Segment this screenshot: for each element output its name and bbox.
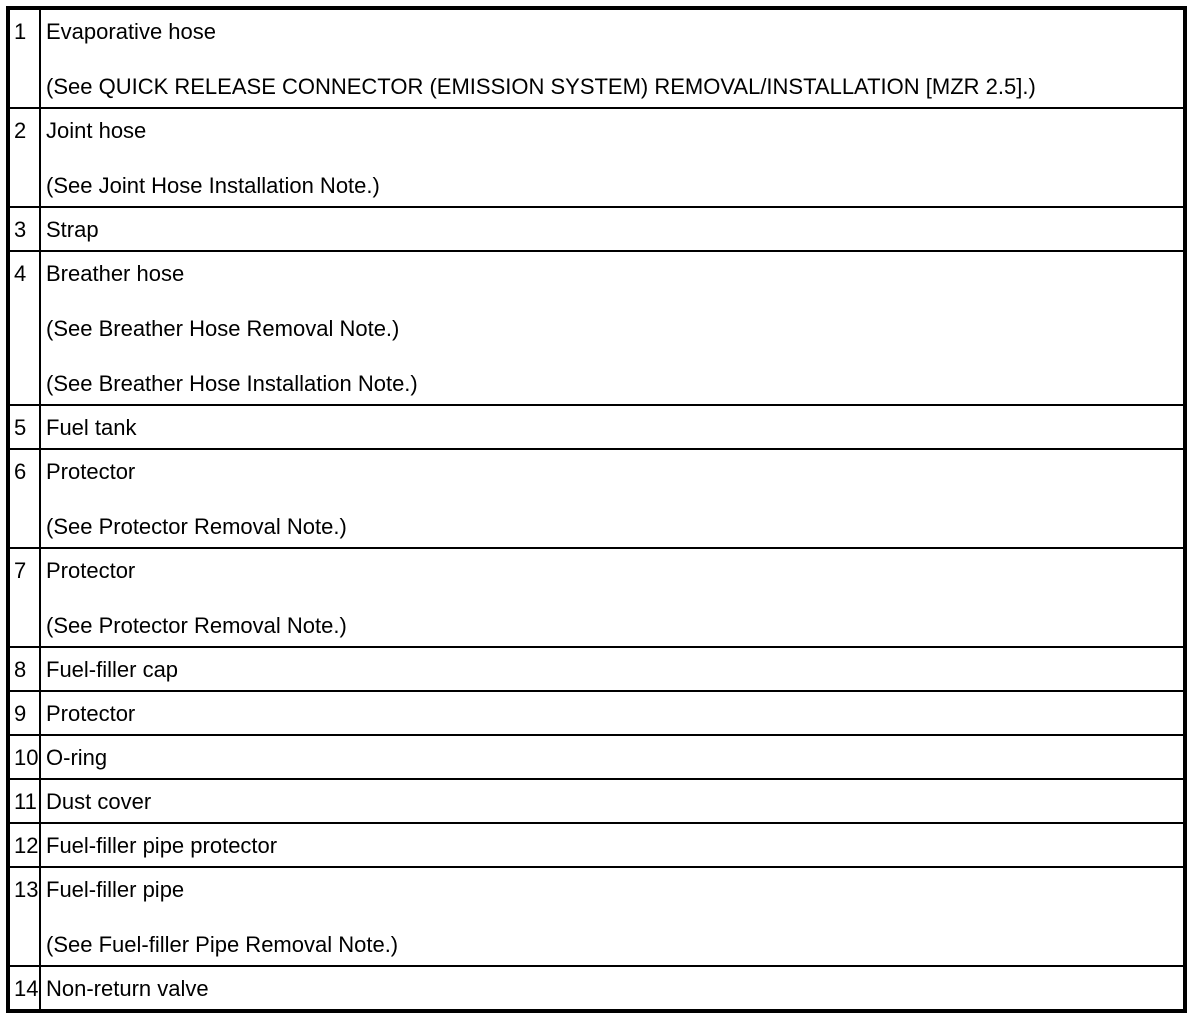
table-row [8,823,1185,867]
part-description [40,449,1185,548]
part-description [40,405,1185,449]
table-row [8,207,1185,251]
part-number: 4 [8,251,40,405]
part-number: 12 [8,823,40,867]
part-name: Protector [46,701,136,726]
part-description [40,823,1185,867]
part-description [40,966,1185,1011]
part-description [40,548,1185,647]
part-name: Breather hose [46,261,185,286]
part-number: 6 [8,449,40,548]
table-row [8,867,1185,966]
part-name: Fuel-filler pipe [46,877,185,902]
part-name: Non-return valve [46,976,209,1001]
table-row [8,449,1185,548]
table-row [8,405,1185,449]
part-note: (See Protector Removal Note.) [46,514,347,539]
part-note: (See Fuel-filler Pipe Removal Note.) [46,932,399,957]
table-row [8,735,1185,779]
part-note: (See Joint Hose Installation Note.) [46,173,380,198]
part-description [40,251,1185,405]
part-number: 9 [8,691,40,735]
table-row [8,8,1185,108]
part-description [40,867,1185,966]
parts-table [6,6,1187,1013]
table-row [8,691,1185,735]
part-name: Fuel-filler pipe protector [46,833,278,858]
table-row [8,251,1185,405]
part-name: Protector [46,459,136,484]
part-number: 10 [8,735,40,779]
part-note: (See QUICK RELEASE CONNECTOR (EMISSION SYSTEM) REMOVAL/INSTALLATION [MZR 2.5].) [46,74,1036,99]
table-row [8,647,1185,691]
table-row [8,779,1185,823]
part-number: 11 [8,779,40,823]
part-number: 8 [8,647,40,691]
part-name: Strap [46,217,99,242]
part-number: 3 [8,207,40,251]
part-number: 14 [8,966,40,1011]
part-name: Evaporative hose [46,19,216,44]
part-note: (See Protector Removal Note.) [46,613,347,638]
parts-table-body [8,8,1185,1011]
part-description [40,735,1185,779]
part-description [40,207,1185,251]
part-description [40,691,1185,735]
part-number: 5 [8,405,40,449]
table-row [8,108,1185,207]
table-row [8,966,1185,1011]
part-name: O-ring [46,745,108,770]
part-name: Dust cover [46,789,152,814]
part-description [40,647,1185,691]
part-number: 13 [8,867,40,966]
part-number: 1 [8,8,40,108]
part-name: Joint hose [46,118,147,143]
part-name: Fuel tank [46,415,137,440]
part-name: Protector [46,558,136,583]
part-note: (See Breather Hose Removal Note.) [46,316,400,341]
part-note: (See Breather Hose Installation Note.) [46,371,418,396]
table-row [8,548,1185,647]
part-number: 7 [8,548,40,647]
part-description [40,8,1185,108]
part-number: 2 [8,108,40,207]
part-description [40,779,1185,823]
part-description [40,108,1185,207]
part-name: Fuel-filler cap [46,657,179,682]
